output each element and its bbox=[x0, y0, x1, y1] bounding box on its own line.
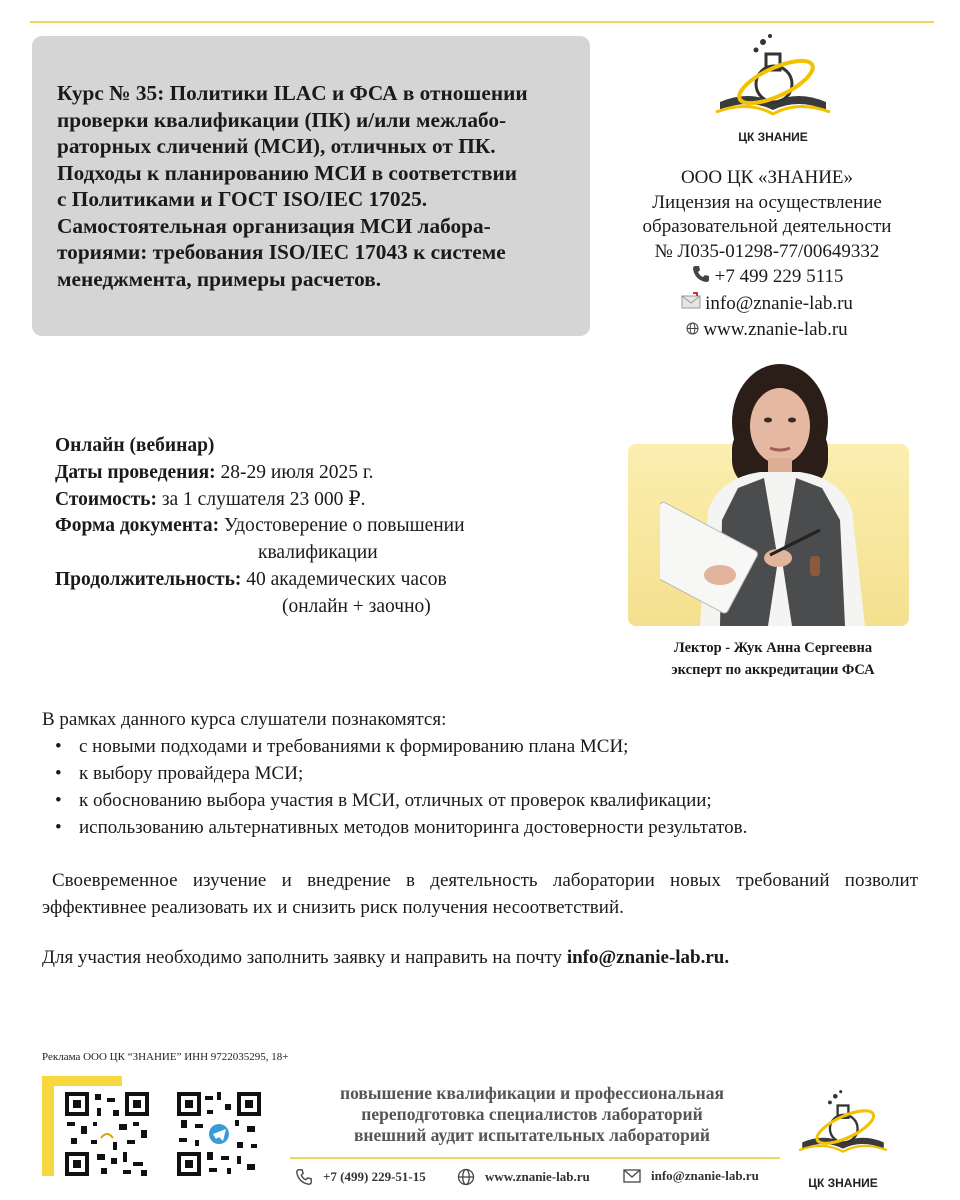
service-line: переподготовка специалистов лабораторий bbox=[361, 1104, 703, 1124]
phone-text: +7 499 229 5115 bbox=[714, 266, 844, 288]
org-email[interactable] bbox=[598, 292, 936, 318]
lector-role: эксперт по аккредитации ФСА bbox=[671, 662, 875, 678]
envelope-icon bbox=[681, 292, 701, 318]
footer-divider bbox=[290, 1157, 780, 1159]
logo-caption: ЦК ЗНАНИЕ bbox=[808, 1176, 878, 1190]
logo-caption: ЦК ЗНАНИЕ bbox=[738, 130, 808, 144]
org-website[interactable] bbox=[598, 318, 936, 343]
course-topics bbox=[42, 706, 922, 841]
lector-portrait-icon bbox=[660, 360, 900, 626]
globe-icon bbox=[457, 1168, 475, 1186]
course-title-line: Самостоятельная организация МСИ лабора- bbox=[57, 213, 491, 238]
service-line: внешний аудит испытательных лабораторий bbox=[353, 1125, 710, 1145]
course-cost: Стоимость: за 1 слушателя 23 000 ₽. bbox=[55, 488, 366, 510]
topics-lead: В рамках данного курса слушатели познакомятся: bbox=[42, 709, 447, 730]
website-link[interactable]: www.znanie-lab.ru bbox=[703, 318, 848, 340]
course-title-line: Подходы к планированию МСИ в соответствии bbox=[57, 160, 517, 185]
course-title-line: менеджмента, примеры расчетов. bbox=[57, 266, 382, 291]
org-phone bbox=[598, 264, 936, 292]
license-line: Лицензия на осуществление bbox=[652, 191, 882, 213]
course-details bbox=[55, 433, 465, 621]
qr-frame-accent bbox=[42, 1076, 54, 1176]
company-logo-footer bbox=[793, 1078, 893, 1196]
lector-caption bbox=[628, 637, 918, 681]
course-title-line: раторных сличений (МСИ), отличных от ПК. bbox=[57, 134, 496, 158]
footer-email[interactable]: info@znanie-lab.ru bbox=[623, 1168, 759, 1184]
lector-photo bbox=[660, 360, 900, 626]
flask-logo-icon bbox=[708, 30, 838, 130]
course-title-line: проверки квалификации (ПК) и/или межлабо- bbox=[57, 107, 507, 132]
ad-notice: Реклама ООО ЦК “ЗНАНИЕ” ИНН 9722035295, 18+ bbox=[42, 1051, 289, 1063]
flask-logo-icon bbox=[793, 1078, 893, 1173]
participation-email[interactable]: info@znanie-lab.ru. bbox=[566, 947, 730, 968]
list-item: • использованию альтернативных методов мониторинга достоверности результатов. bbox=[42, 814, 922, 841]
course-title-line: ториями: требования ISO/IEC 17043 к системе bbox=[57, 240, 506, 264]
qr-frame-accent bbox=[42, 1076, 122, 1086]
footer-contacts bbox=[295, 1166, 795, 1190]
lector-name: Лектор - Жук Анна Сергеевна bbox=[673, 640, 873, 656]
participation-note: Для участия необходимо заполнить заявку и направить на почту info@znanie-lab.ru. bbox=[42, 947, 730, 968]
benefit-paragraph: Своевременное изучение и внедрение в деятельность лаборатории новых требований позволит эффективнее реализовать их и снизить риск получения несоответствий. bbox=[42, 870, 918, 918]
document-form-continuation: квалификации bbox=[258, 542, 378, 564]
license-line: образовательной деятельности bbox=[642, 216, 892, 238]
course-title-line: Курс № 35: Политики ILAC и ФСА в отношении bbox=[57, 81, 528, 105]
top-divider bbox=[30, 21, 934, 23]
services-list bbox=[287, 1083, 777, 1146]
service-line: повышение квалификации и профессиональная bbox=[340, 1083, 724, 1103]
course-duration: Продолжительность: 40 академических часов bbox=[55, 568, 447, 590]
license-number: № Л035-01298-77/00649332 bbox=[654, 240, 880, 262]
telegram-qr-code-icon[interactable] bbox=[175, 1090, 263, 1178]
globe-icon bbox=[686, 318, 699, 343]
email-link[interactable]: info@znanie-lab.ru bbox=[705, 293, 853, 315]
phone-icon bbox=[295, 1168, 313, 1186]
document-form: Форма документа: Удостоверение о повышении bbox=[55, 515, 465, 537]
footer-website[interactable]: www.znanie-lab.ru bbox=[457, 1168, 590, 1186]
list-item: • к выбору провайдера МСИ; bbox=[42, 760, 922, 787]
course-dates: Даты проведения: 28-29 июля 2025 г. bbox=[55, 461, 374, 483]
phone-icon bbox=[691, 264, 711, 292]
footer-phone[interactable]: +7 (499) 229-51-15 bbox=[295, 1168, 426, 1186]
list-item: • с новыми подходами и требованиями к формированию плана МСИ; bbox=[42, 733, 922, 760]
course-format: Онлайн (вебинар) bbox=[55, 435, 215, 456]
course-duration-continuation: (онлайн + заочно) bbox=[282, 595, 431, 617]
course-title-box bbox=[32, 36, 590, 336]
company-logo bbox=[708, 30, 838, 150]
organization-info bbox=[598, 166, 936, 343]
topics-list bbox=[42, 733, 922, 841]
org-name: ООО ЦК «ЗНАНИЕ» bbox=[680, 167, 854, 188]
list-item: • к обоснованию выбора участия в МСИ, отличных от проверок квалификации; bbox=[42, 787, 922, 814]
envelope-icon bbox=[623, 1169, 641, 1183]
course-title-line: с Политиками и ГОСТ ISO/IEC 17025. bbox=[57, 187, 428, 211]
website-qr-code-icon[interactable] bbox=[63, 1090, 151, 1178]
